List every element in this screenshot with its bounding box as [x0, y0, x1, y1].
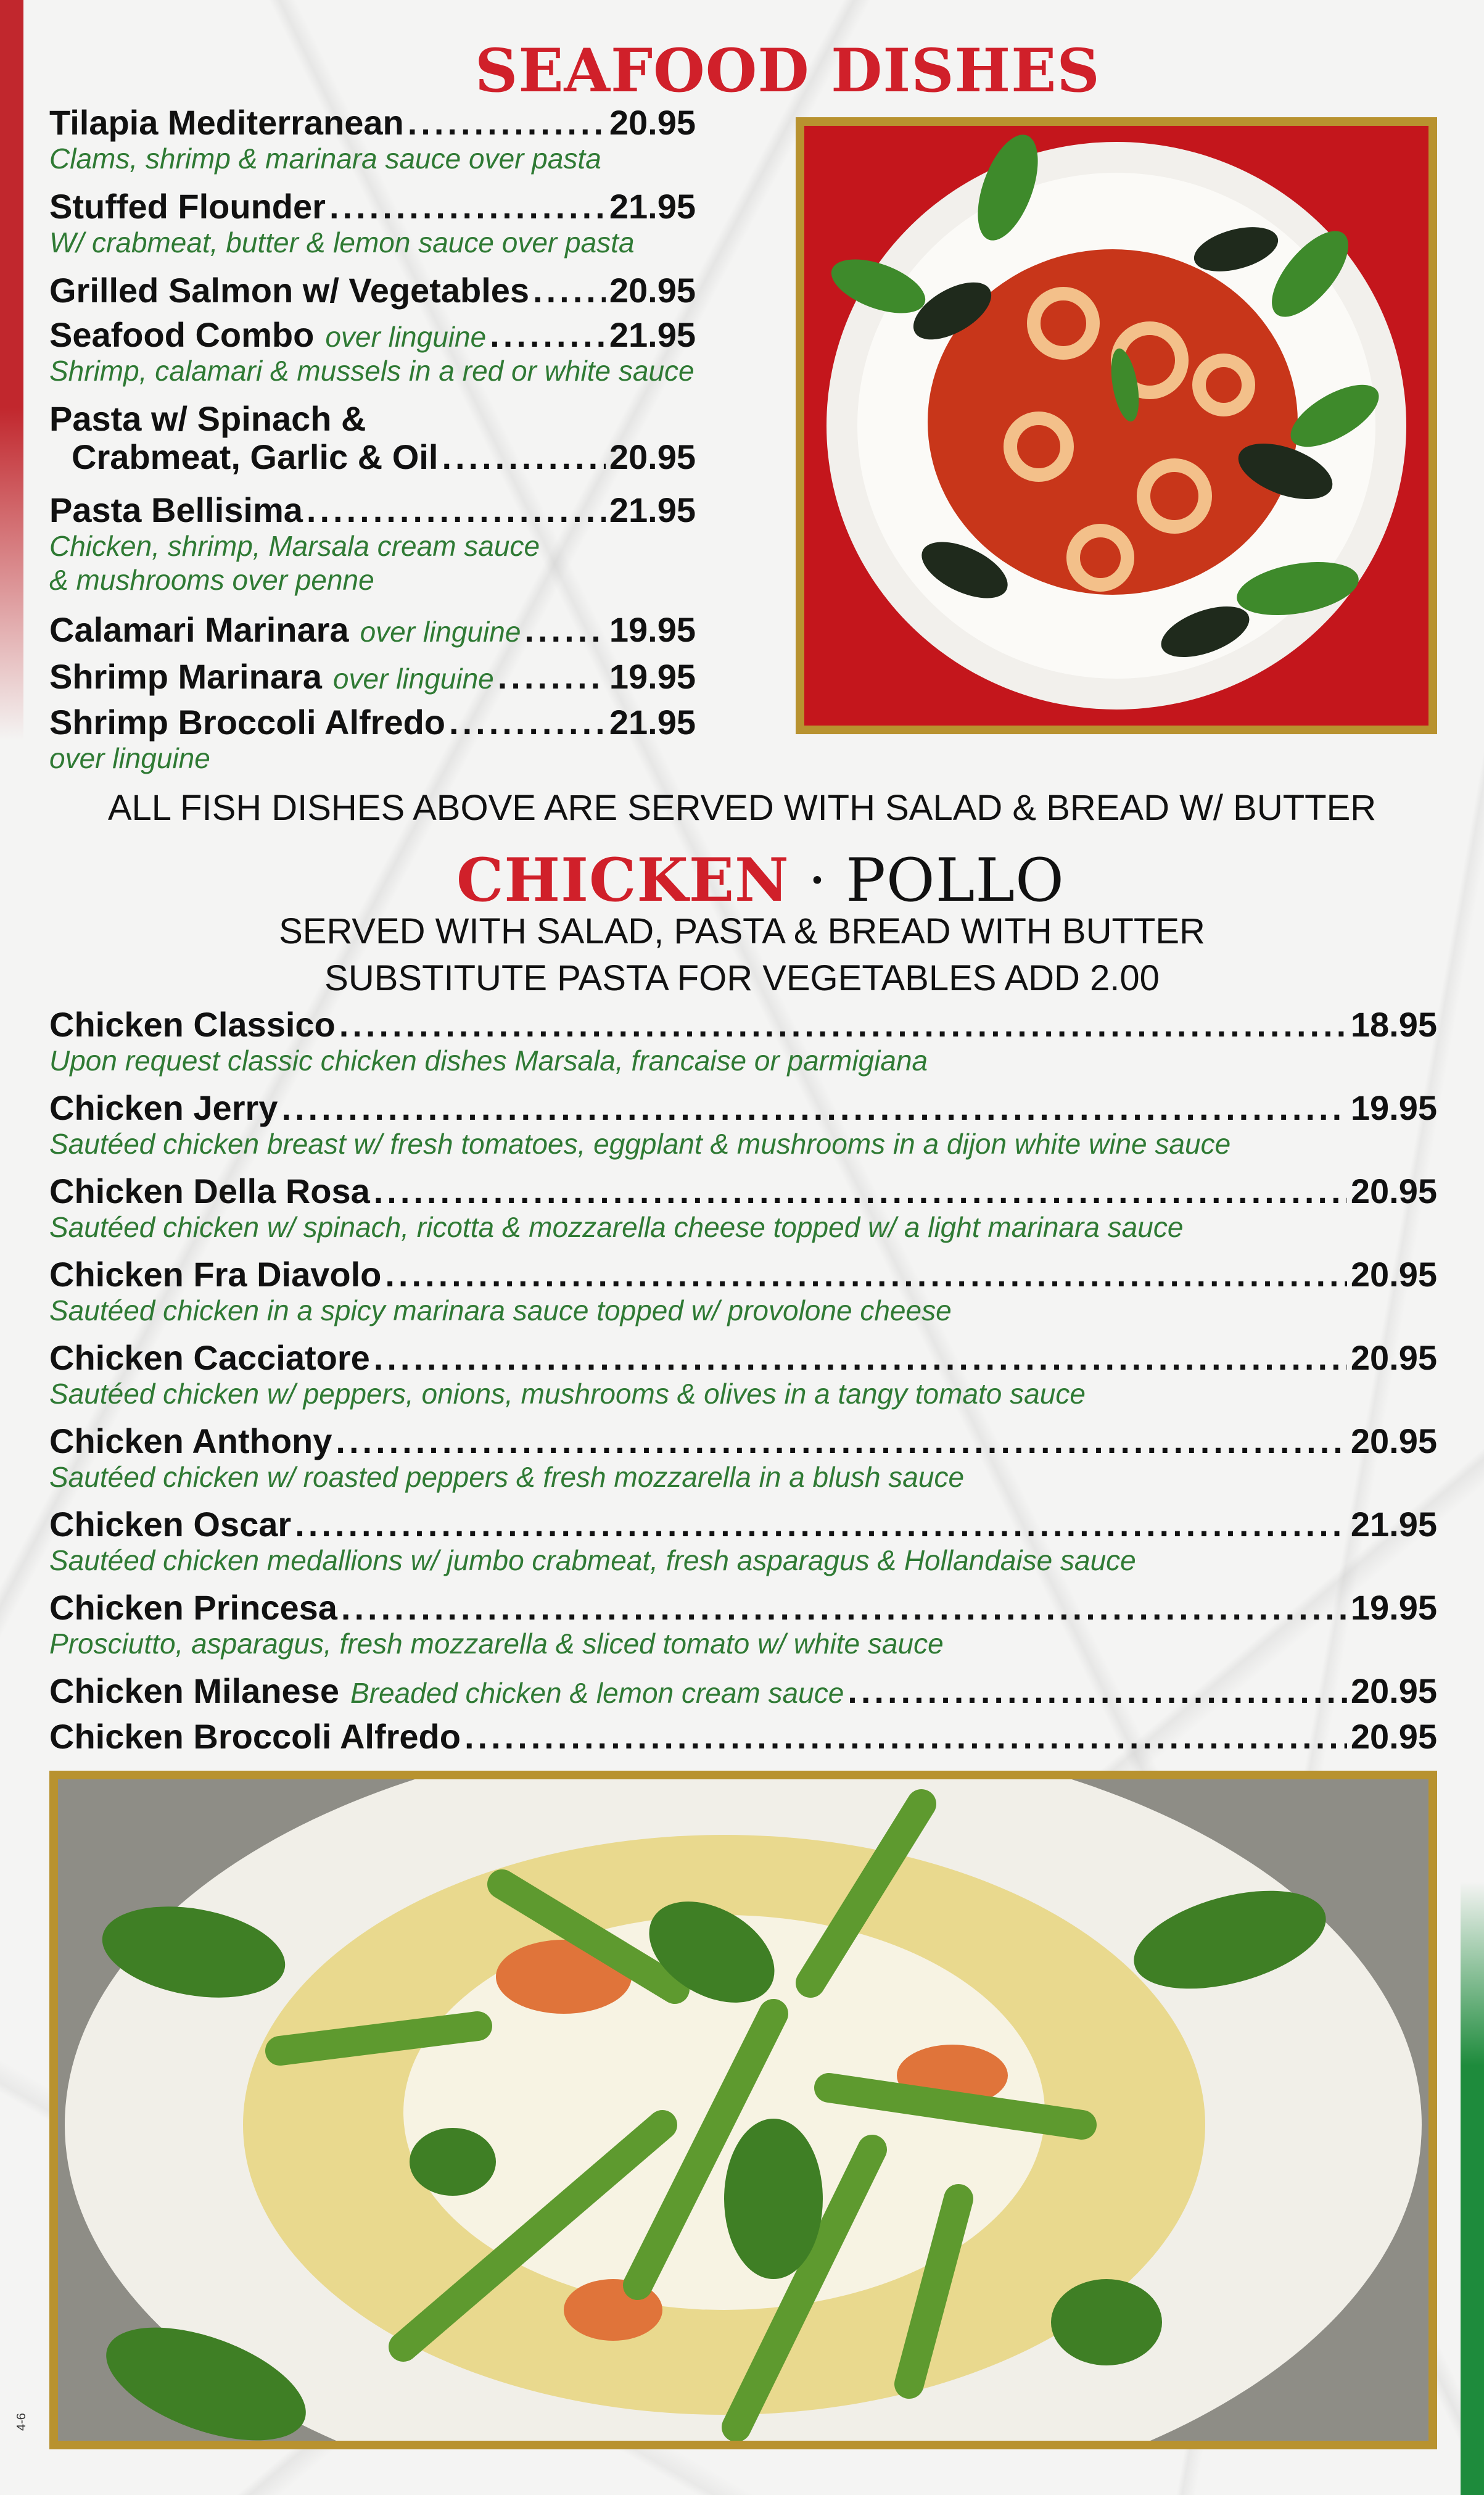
seafood-section-title: SEAFOOD DISHES [475, 36, 1100, 106]
menu-item-chicken-milanese [49, 1672, 1437, 1710]
item-note: Breaded chicken & lemon cream sauce [350, 1677, 844, 1709]
item-price: 19.95 [609, 657, 696, 696]
item-price: 18.95 [1350, 1005, 1437, 1044]
menu-item-chicken-oscar [49, 1505, 1437, 1578]
item-description: Clams, shrimp & marinara sauce over pasta [49, 142, 601, 175]
item-price: 20.95 [609, 437, 696, 476]
chicken-serving-note: SERVED WITH SALAD, PASTA & BREAD WITH BUTTER [279, 911, 1205, 951]
menu-item-chicken-princesa [49, 1589, 1437, 1661]
item-name: Chicken Broccoli Alfredo [49, 1717, 461, 1756]
item-name-line2: Crabmeat, Garlic & Oil [72, 437, 439, 476]
item-description-line1: Chicken, shrimp, Marsala cream sauce [49, 529, 540, 562]
item-name: Chicken Classico [49, 1005, 336, 1044]
item-name: Chicken Jerry [49, 1088, 278, 1127]
menu-item-chicken-fra-diavolo [49, 1256, 1437, 1328]
item-description: Upon request classic chicken dishes Marsala, francaise or parmigiana [49, 1044, 928, 1077]
chicken-title-text: CHICKEN [456, 845, 789, 915]
item-name-line1: Pasta w/ Spinach & [49, 399, 366, 438]
item-name: Chicken Oscar [49, 1505, 292, 1544]
item-name: Calamari Marinara [49, 610, 349, 649]
menu-item-chicken-classico [49, 1006, 1437, 1078]
item-price: 19.95 [609, 610, 696, 649]
green-flag-bar [1461, 1882, 1484, 2495]
item-description: W/ crabmeat, butter & lemon sauce over pasta [49, 226, 635, 259]
menu-item-tilapia-mediterranean [49, 104, 696, 176]
page-code: 4-6 [15, 2413, 28, 2431]
chicken-substitute-note: SUBSTITUTE PASTA FOR VEGETABLES ADD 2.00 [324, 958, 1160, 998]
menu-item-pasta-bellisima [49, 491, 696, 597]
item-price: 19.95 [1350, 1588, 1437, 1627]
chicken-plate-illustration [58, 1779, 1428, 2441]
item-name: Seafood Combo [49, 315, 315, 354]
item-price: 21.95 [609, 490, 696, 529]
menu-item-shrimp-marinara [49, 658, 696, 696]
item-price: 21.95 [609, 187, 696, 226]
menu-item-chicken-della-rosa [49, 1172, 1437, 1244]
menu-item-pasta-spinach-crabmeat [49, 400, 696, 476]
item-price: 21.95 [1350, 1505, 1437, 1544]
menu-item-calamari-marinara [49, 611, 696, 649]
chicken-dish-photo [49, 1771, 1437, 2449]
item-name: Chicken Anthony [49, 1421, 332, 1460]
item-description: Sautéed chicken w/ spinach, ricotta & mozzarella cheese topped w/ a light marinara sauce [49, 1210, 1184, 1243]
item-description-line2: & mushrooms over penne [49, 563, 374, 596]
menu-item-chicken-jerry [49, 1089, 1437, 1161]
item-price: 20.95 [1350, 1338, 1437, 1377]
seafood-plate-illustration [804, 126, 1428, 726]
item-name: Chicken Milanese [49, 1671, 339, 1710]
menu-item-seafood-combo [49, 316, 696, 388]
item-name: Chicken Princesa [49, 1588, 337, 1627]
item-price: 20.95 [1350, 1671, 1437, 1710]
menu-item-chicken-broccoli-alfredo [49, 1718, 1437, 1756]
menu-item-chicken-anthony [49, 1422, 1437, 1494]
menu-item-shrimp-broccoli-alfredo [49, 703, 696, 776]
item-price: 20.95 [1350, 1172, 1437, 1210]
item-note: over linguine [332, 663, 494, 695]
item-name: Pasta Bellisima [49, 490, 303, 529]
item-price: 20.95 [1350, 1421, 1437, 1460]
item-name: Shrimp Marinara [49, 657, 322, 696]
item-price: 20.95 [1350, 1255, 1437, 1294]
item-price: 19.95 [1350, 1088, 1437, 1127]
item-name: Shrimp Broccoli Alfredo [49, 703, 446, 742]
chicken-section-title [456, 845, 1065, 915]
item-description: Sautéed chicken w/ roasted peppers & fresh mozzarella in a blush sauce [49, 1460, 965, 1493]
item-description: over linguine [49, 742, 210, 774]
item-price: 20.95 [1350, 1717, 1437, 1756]
item-name: Grilled Salmon w/ Vegetables [49, 271, 530, 310]
item-name: Stuffed Flounder [49, 187, 326, 226]
item-name: Tilapia Mediterranean [49, 103, 404, 142]
menu-item-stuffed-flounder [49, 188, 696, 260]
item-note: over linguine [325, 321, 487, 353]
item-description: Prosciutto, asparagus, fresh mozzarella & sliced tomato w/ white sauce [49, 1627, 944, 1660]
item-description: Sautéed chicken breast w/ fresh tomatoes, eggplant & mushrooms in a dijon white wine sauce [49, 1127, 1231, 1160]
red-flag-bar [0, 0, 23, 740]
item-name: Chicken Fra Diavolo [49, 1255, 382, 1294]
item-price: 20.95 [609, 103, 696, 142]
seafood-serving-note: ALL FISH DISHES ABOVE ARE SERVED WITH SALAD & BREAD W/ BUTTER [107, 788, 1377, 828]
item-price: 21.95 [609, 315, 696, 354]
item-note: over linguine [360, 616, 521, 648]
title-separator: · [807, 846, 828, 915]
item-name: Chicken Della Rosa [49, 1172, 370, 1210]
menu-item-grilled-salmon [49, 271, 696, 310]
menu-item-chicken-cacciatore [49, 1339, 1437, 1411]
item-price: 20.95 [609, 271, 696, 310]
seafood-dish-photo [796, 117, 1437, 734]
item-description: Sautéed chicken medallions w/ jumbo crabmeat, fresh asparagus & Hollandaise sauce [49, 1544, 1136, 1576]
item-description: Sautéed chicken in a spicy marinara sauce topped w/ provolone cheese [49, 1294, 952, 1326]
item-price: 21.95 [609, 703, 696, 742]
item-description: Shrimp, calamari & mussels in a red or white sauce [49, 354, 695, 387]
item-description: Sautéed chicken w/ peppers, onions, mushrooms & olives in a tangy tomato sauce [49, 1377, 1086, 1410]
chicken-title-italian: POLLO [846, 846, 1065, 915]
item-name: Chicken Cacciatore [49, 1338, 370, 1377]
